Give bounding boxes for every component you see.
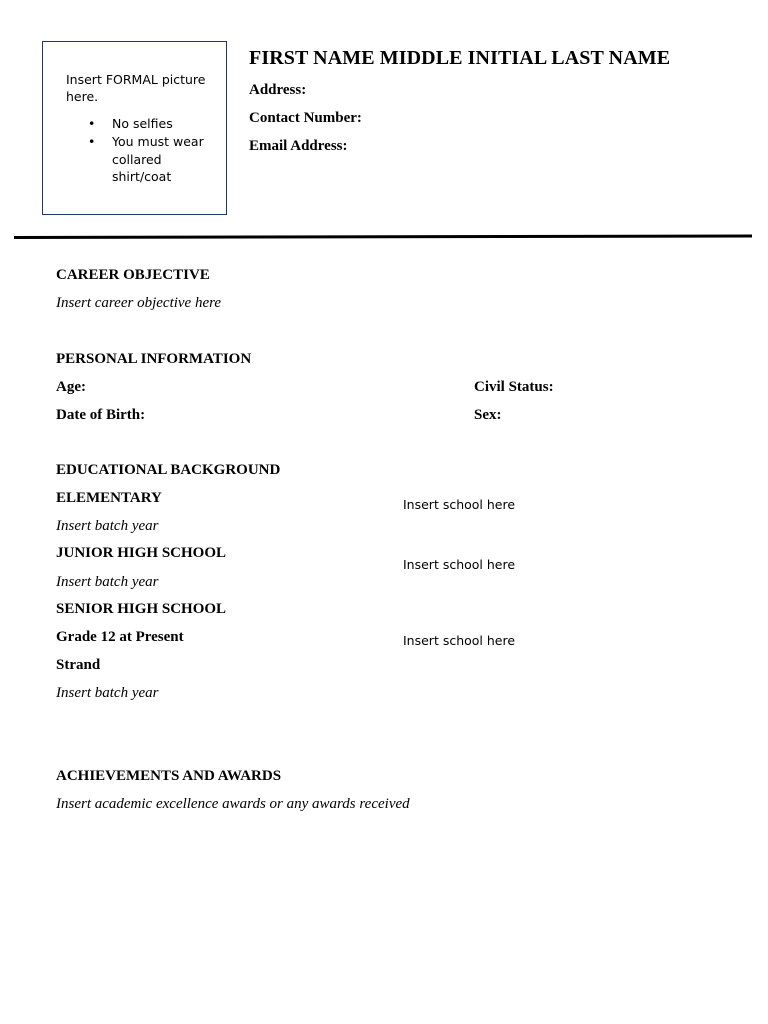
list-item <box>66 133 216 186</box>
date-of-birth-label: Date of Birth: <box>56 407 146 423</box>
full-name-heading: FIRST NAME MIDDLE INITIAL LAST NAME <box>249 47 671 69</box>
bullet-icon: • <box>88 134 96 149</box>
career-objective-heading: CAREER OBJECTIVE <box>56 267 210 283</box>
elementary-level: ELEMENTARY <box>56 490 162 506</box>
senior-high-level: SENIOR HIGH SCHOOL <box>56 601 227 617</box>
career-objective-text: Insert career objective here <box>56 295 222 311</box>
elementary-batch-year: Insert batch year <box>56 518 159 534</box>
bullet-icon: • <box>88 116 96 131</box>
senior-high-batch-year: Insert batch year <box>56 685 159 701</box>
junior-high-batch-year: Insert batch year <box>56 574 159 590</box>
header-divider <box>14 234 752 239</box>
senior-high-grade: Grade 12 at Present <box>56 629 184 645</box>
photo-instruction: Insert FORMAL picture here. <box>66 72 206 104</box>
educational-background-heading: EDUCATIONAL BACKGROUND <box>56 462 281 478</box>
achievements-text: Insert academic excellence awards or any awards received <box>56 796 410 812</box>
photo-placeholder-box <box>42 41 227 215</box>
senior-high-strand-label: Strand <box>56 657 101 673</box>
photo-rules-list <box>66 115 216 186</box>
photo-rule-2: You must wear collared shirt/coat <box>112 134 204 184</box>
senior-high-school: Insert school here <box>403 633 516 648</box>
achievements-heading: ACHIEVEMENTS AND AWARDS <box>56 768 282 784</box>
contact-number-label: Contact Number: <box>249 110 362 126</box>
photo-rule-1: No selfies <box>112 116 173 131</box>
email-address-label: Email Address: <box>249 138 348 154</box>
age-label: Age: <box>56 379 86 395</box>
sex-label: Sex: <box>474 407 502 423</box>
junior-high-level: JUNIOR HIGH SCHOOL <box>56 545 227 561</box>
address-label: Address: <box>249 82 307 98</box>
civil-status-label: Civil Status: <box>474 379 554 395</box>
elementary-school: Insert school here <box>403 497 516 512</box>
personal-information-heading: PERSONAL INFORMATION <box>56 351 252 367</box>
list-item <box>66 115 216 133</box>
junior-high-school: Insert school here <box>403 557 516 572</box>
